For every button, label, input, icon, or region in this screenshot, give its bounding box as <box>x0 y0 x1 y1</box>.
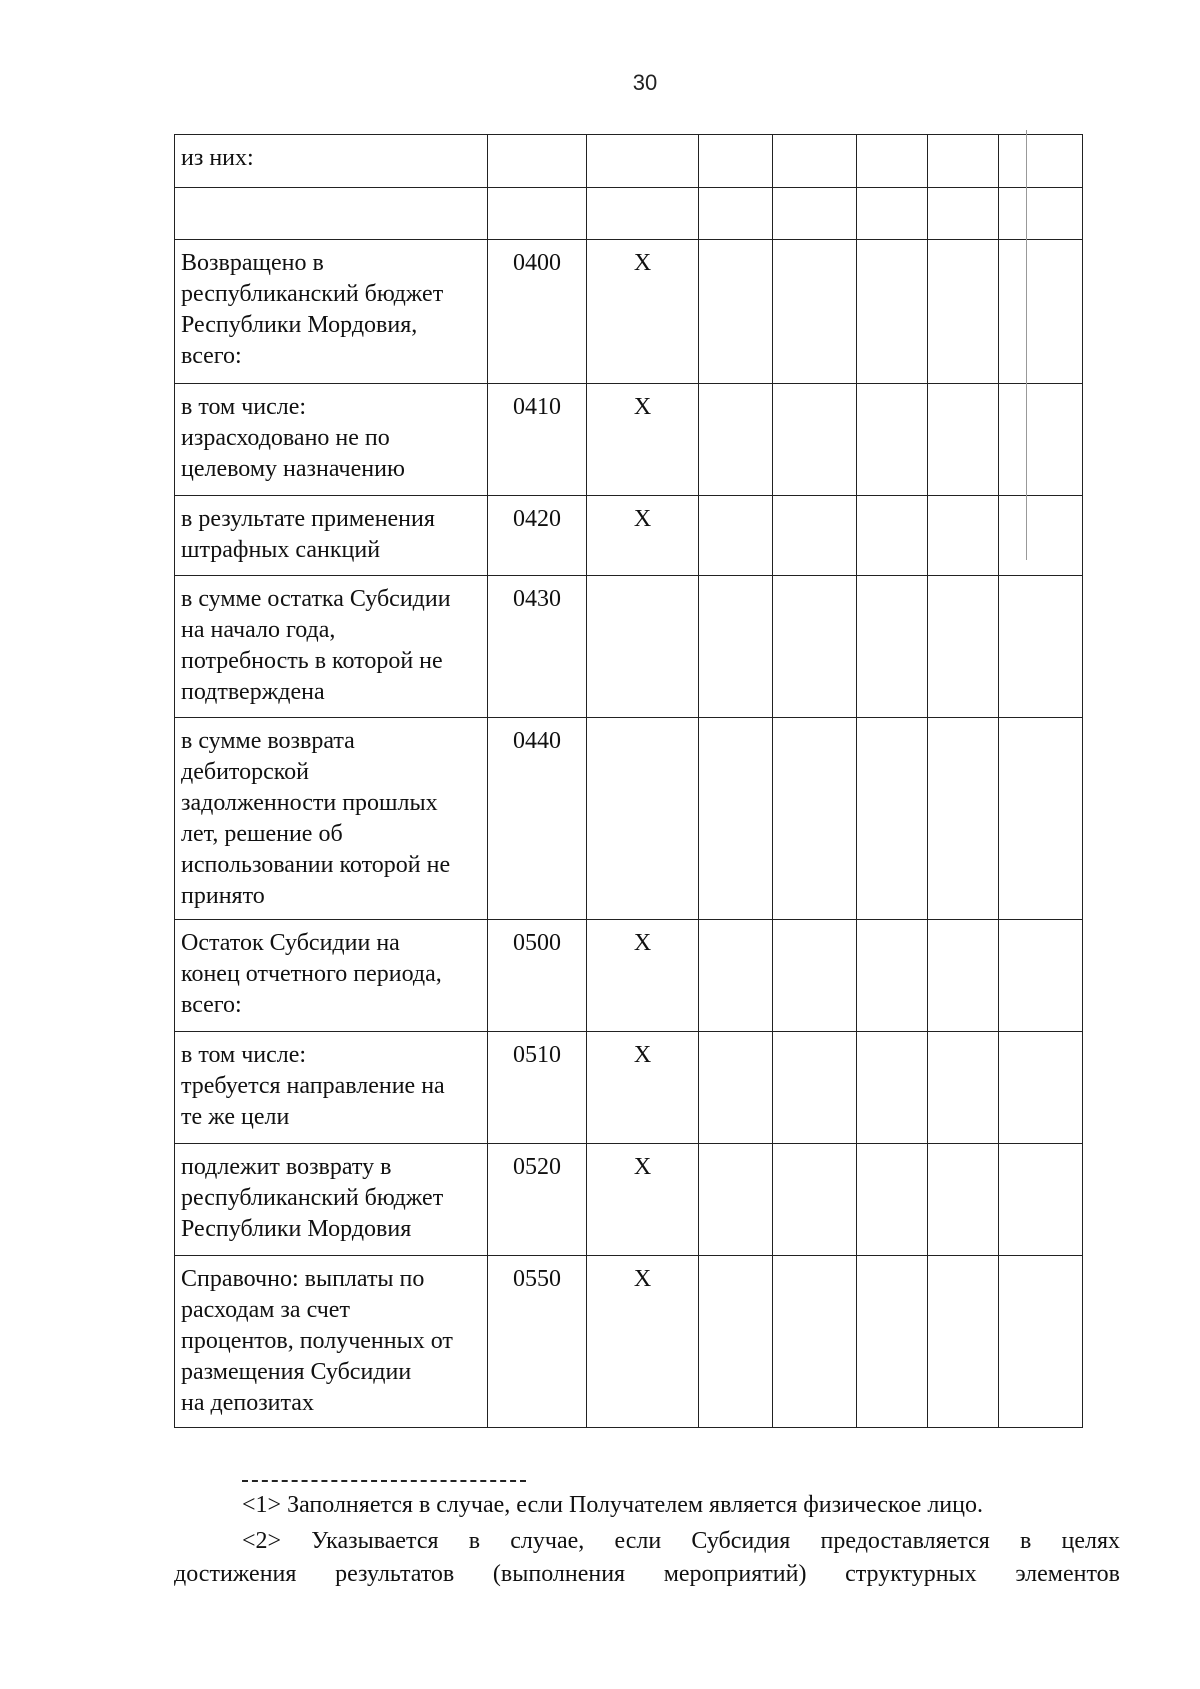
empty-cell <box>857 384 928 496</box>
empty-cell <box>928 188 999 240</box>
empty-cell <box>857 135 928 188</box>
table-row <box>175 576 1083 718</box>
empty-cell <box>999 384 1083 496</box>
row-label: в том числе: израсходовано не по целевому назначению <box>175 384 488 496</box>
row-mark: X <box>587 1256 699 1428</box>
row-code: 0420 <box>488 496 587 576</box>
empty-cell <box>928 496 999 576</box>
empty-cell <box>999 496 1083 576</box>
empty-cell <box>857 496 928 576</box>
row-code: 0430 <box>488 576 587 718</box>
row-label: в сумме остатка Субсидии на начало года, потребность в которой не подтверждена <box>175 576 488 718</box>
empty-cell <box>928 920 999 1032</box>
scan-artifact-line <box>1026 130 1027 560</box>
report-table <box>174 134 1083 1428</box>
footnote-2-line-2: достижения результатов (выполнения мероприятий) структурных элементов <box>174 1561 1120 1587</box>
empty-cell <box>773 384 857 496</box>
empty-cell <box>857 240 928 384</box>
row-label: подлежит возврату в республиканский бюджет Республики Мордовия <box>175 1144 488 1256</box>
row-mark: X <box>587 240 699 384</box>
empty-cell <box>773 496 857 576</box>
row-mark: X <box>587 920 699 1032</box>
row-mark: X <box>587 384 699 496</box>
empty-cell <box>928 384 999 496</box>
empty-cell <box>999 135 1083 188</box>
row-label: из них: <box>175 135 488 188</box>
empty-cell <box>857 1144 928 1256</box>
empty-cell <box>699 496 773 576</box>
empty-cell <box>773 920 857 1032</box>
row-code <box>488 188 587 240</box>
empty-cell <box>699 1144 773 1256</box>
empty-cell <box>999 188 1083 240</box>
empty-cell <box>857 718 928 920</box>
empty-cell <box>773 1032 857 1144</box>
row-mark <box>587 718 699 920</box>
empty-cell <box>773 1256 857 1428</box>
row-label <box>175 188 488 240</box>
empty-cell <box>699 188 773 240</box>
empty-cell <box>857 188 928 240</box>
empty-cell <box>999 718 1083 920</box>
empty-cell <box>699 135 773 188</box>
empty-cell <box>857 576 928 718</box>
row-mark <box>587 576 699 718</box>
empty-cell <box>928 576 999 718</box>
empty-cell <box>699 920 773 1032</box>
table-row <box>175 1144 1083 1256</box>
empty-cell <box>699 1032 773 1144</box>
empty-cell <box>928 1032 999 1144</box>
row-code <box>488 135 587 188</box>
table-row <box>175 1256 1083 1428</box>
empty-cell <box>999 920 1083 1032</box>
table-row <box>175 384 1083 496</box>
empty-cell <box>699 576 773 718</box>
footnote-1: <1> Заполняется в случае, если Получателем является физическое лицо. <box>242 1492 983 1518</box>
row-label: Возвращено в республиканский бюджет Республики Мордовия, всего: <box>175 240 488 384</box>
table-row <box>175 188 1083 240</box>
empty-cell <box>699 1256 773 1428</box>
empty-cell <box>773 240 857 384</box>
empty-cell <box>999 1256 1083 1428</box>
row-mark: X <box>587 496 699 576</box>
table-row <box>175 920 1083 1032</box>
table-row <box>175 240 1083 384</box>
row-mark <box>587 135 699 188</box>
row-code: 0410 <box>488 384 587 496</box>
table-row <box>175 496 1083 576</box>
empty-cell <box>999 1144 1083 1256</box>
empty-cell <box>928 1144 999 1256</box>
empty-cell <box>773 1144 857 1256</box>
row-label: Справочно: выплаты по расходам за счет процентов, полученных от размещения Субсидии на депозитах <box>175 1256 488 1428</box>
footnote-separator <box>242 1480 526 1482</box>
row-code: 0400 <box>488 240 587 384</box>
row-mark: X <box>587 1032 699 1144</box>
table-row <box>175 718 1083 920</box>
empty-cell <box>928 718 999 920</box>
empty-cell <box>999 240 1083 384</box>
footnote-2-line-1: <2> Указывается в случае, если Субсидия предоставляется в целях <box>242 1528 1120 1554</box>
empty-cell <box>773 576 857 718</box>
table-row <box>175 135 1083 188</box>
empty-cell <box>699 240 773 384</box>
page-number: 30 <box>632 70 658 95</box>
table-row <box>175 1032 1083 1144</box>
row-mark <box>587 188 699 240</box>
row-label: Остаток Субсидии на конец отчетного периода, всего: <box>175 920 488 1032</box>
row-code: 0520 <box>488 1144 587 1256</box>
empty-cell <box>857 920 928 1032</box>
row-mark: X <box>587 1144 699 1256</box>
row-code: 0440 <box>488 718 587 920</box>
empty-cell <box>857 1256 928 1428</box>
row-label: в сумме возврата дебиторской задолженности прошлых лет, решение об использовании которой не принято <box>175 718 488 920</box>
empty-cell <box>857 1032 928 1144</box>
row-code: 0510 <box>488 1032 587 1144</box>
empty-cell <box>699 718 773 920</box>
empty-cell <box>999 1032 1083 1144</box>
row-code: 0500 <box>488 920 587 1032</box>
empty-cell <box>928 135 999 188</box>
empty-cell <box>999 576 1083 718</box>
empty-cell <box>773 718 857 920</box>
empty-cell <box>773 135 857 188</box>
empty-cell <box>928 240 999 384</box>
row-label: в том числе: требуется направление на те же цели <box>175 1032 488 1144</box>
row-code: 0550 <box>488 1256 587 1428</box>
empty-cell <box>773 188 857 240</box>
row-label: в результате применения штрафных санкций <box>175 496 488 576</box>
empty-cell <box>928 1256 999 1428</box>
empty-cell <box>699 384 773 496</box>
